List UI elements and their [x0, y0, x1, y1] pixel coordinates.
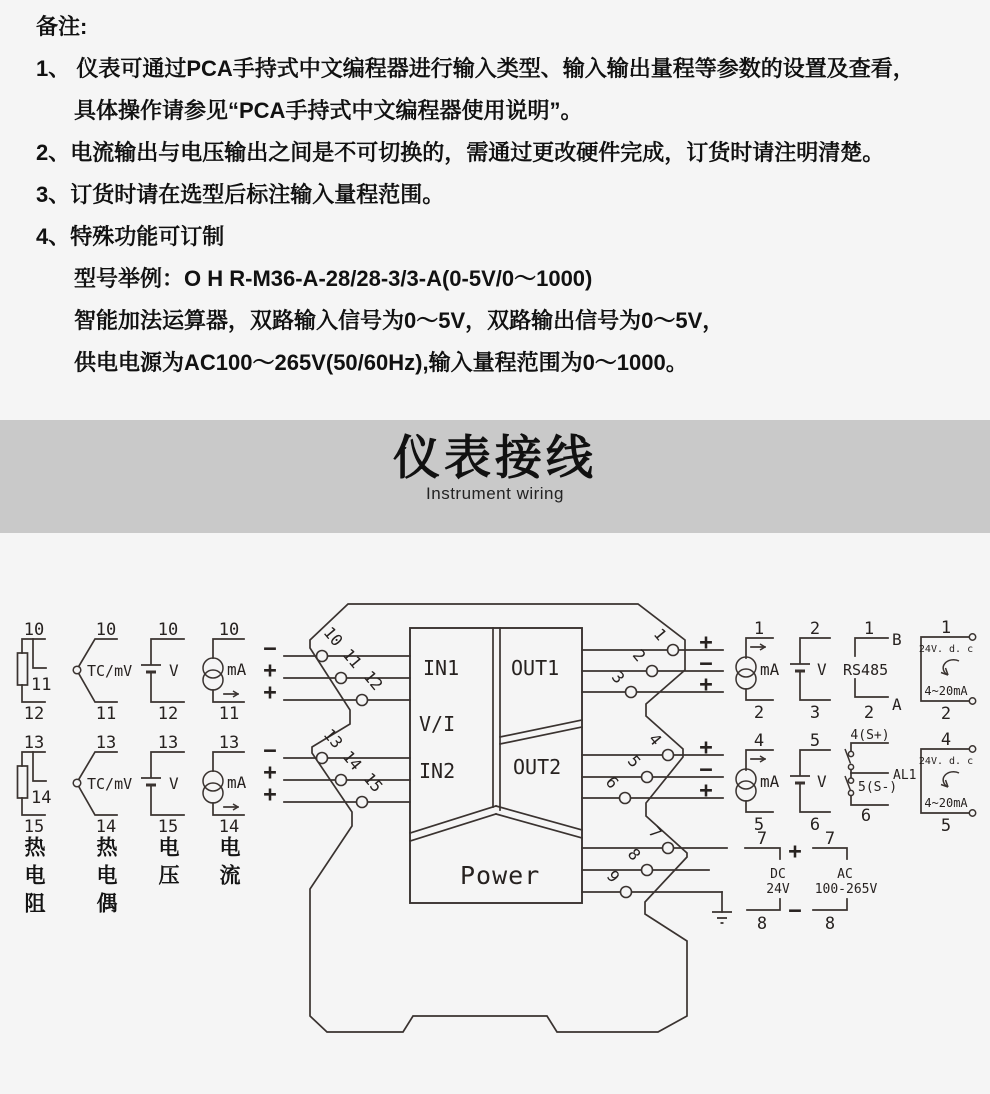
svg-text:RS485: RS485: [843, 661, 889, 679]
out2-symbol-loop: [919, 730, 976, 836]
svg-text:2: 2: [940, 704, 952, 724]
svg-text:6: 6: [860, 806, 872, 826]
input-label-current: 电流: [217, 836, 240, 892]
svg-text:AL1: AL1: [893, 768, 917, 783]
svg-text:+: +: [699, 672, 713, 698]
note-line-4: 4、特殊功能可订制: [36, 224, 225, 249]
svg-text:1: 1: [649, 624, 671, 645]
input-label-rtd: 热电阻: [22, 836, 45, 920]
svg-text:7: 7: [756, 829, 768, 849]
note-line-4a: 型号举例：O H R-M36-A-28/28-3/3-A(0-5V/0～1000): [74, 266, 593, 291]
out1-symbol-ma: [736, 619, 780, 723]
out2-symbol-ma: [736, 731, 780, 835]
svg-text:−: −: [263, 738, 277, 764]
power-dc-bracket: [745, 829, 790, 934]
svg-text:8: 8: [623, 844, 645, 865]
svg-text:mA: mA: [760, 660, 780, 679]
note-line-2: 2、电流输出与电压输出之间是不可切换的，需通过更改硬件完成，订货时请注明清楚。: [36, 140, 885, 165]
svg-text:B: B: [892, 630, 902, 649]
svg-text:24V. d. c: 24V. d. c: [918, 756, 974, 767]
svg-text:2: 2: [809, 619, 821, 639]
svg-text:1: 1: [753, 619, 765, 639]
svg-text:4~20mA: 4~20mA: [924, 796, 968, 810]
svg-text:mA: mA: [227, 773, 247, 792]
svg-text:8: 8: [756, 914, 768, 934]
svg-text:4~20mA: 4~20mA: [924, 684, 968, 698]
svg-text:5: 5: [940, 816, 952, 836]
svg-text:V: V: [169, 661, 179, 680]
out2-symbol-al1: [845, 728, 916, 826]
svg-text:12: 12: [359, 666, 387, 694]
out2-symbol-v: [790, 731, 830, 835]
svg-text:4(S+): 4(S+): [850, 728, 890, 743]
svg-text:13: 13: [23, 733, 45, 753]
device-outline: [310, 604, 687, 1032]
svg-text:10: 10: [95, 620, 117, 640]
svg-text:−: −: [699, 757, 713, 783]
svg-text:15: 15: [359, 768, 387, 796]
note-line-1b: 具体操作请参见“PCA手持式中文编程器使用说明”。: [74, 98, 583, 123]
svg-text:13: 13: [218, 733, 240, 753]
svg-text:5: 5: [753, 815, 765, 835]
svg-text:3: 3: [607, 667, 629, 688]
svg-text:A: A: [892, 695, 902, 714]
svg-text:13: 13: [157, 733, 179, 753]
svg-text:4: 4: [753, 731, 765, 751]
svg-text:11: 11: [218, 704, 240, 724]
label-out2: OUT2: [513, 755, 562, 779]
note-line-1: 1、 仪表可通过PCA手持式中文编程器进行输入类型、输入输出量程等参数的设置及查看，: [36, 56, 915, 81]
svg-text:14: 14: [95, 817, 117, 837]
input-label-thermocouple: 热电偶: [94, 836, 117, 920]
svg-text:+: +: [263, 782, 277, 808]
out1-symbol-v: [790, 619, 830, 723]
svg-text:−: −: [699, 651, 713, 677]
svg-text:2: 2: [753, 703, 765, 723]
svg-text:11: 11: [31, 675, 52, 695]
input-label-voltage: 电压: [156, 836, 179, 892]
svg-text:+: +: [788, 839, 802, 865]
svg-text:TC/mV: TC/mV: [87, 775, 133, 793]
svg-text:TC/mV: TC/mV: [87, 662, 133, 680]
svg-text:2: 2: [628, 645, 650, 666]
svg-text:−: −: [788, 898, 802, 924]
svg-text:9: 9: [602, 866, 624, 887]
banner-subtitle: Instrument wiring: [426, 483, 564, 503]
svg-text:+: +: [699, 630, 713, 656]
label-in2: IN2: [419, 759, 456, 783]
svg-text:+: +: [699, 735, 713, 761]
svg-text:100-265V: 100-265V: [814, 882, 878, 897]
notes-title: 备注:: [36, 14, 88, 39]
ground-icon: [712, 892, 732, 923]
note-line-4c: 供电电源为AC100～265V(50/60Hz),输入量程范围为0～1000。: [74, 350, 688, 375]
input-symbol-voltage: [141, 620, 184, 837]
svg-text:10: 10: [319, 622, 347, 650]
svg-text:15: 15: [23, 817, 45, 837]
svg-text:2: 2: [863, 703, 875, 723]
svg-text:12: 12: [157, 704, 179, 724]
svg-text:15: 15: [157, 817, 179, 837]
device-inner-box: [410, 628, 582, 903]
svg-text:11: 11: [338, 644, 366, 672]
power-ac-bracket: [813, 829, 877, 934]
svg-text:10: 10: [157, 620, 179, 640]
note-line-3: 3、订货时请在选型后标注输入量程范围。: [36, 182, 445, 207]
svg-text:10: 10: [218, 620, 240, 640]
label-in1: IN1: [423, 656, 460, 680]
svg-text:+: +: [263, 680, 277, 706]
out1-symbol-rs485: [843, 619, 902, 723]
notes-section: [36, 6, 970, 384]
svg-text:1: 1: [863, 619, 875, 639]
svg-text:14: 14: [338, 746, 366, 774]
svg-text:V: V: [169, 774, 179, 793]
svg-text:14: 14: [31, 788, 52, 808]
svg-text:5: 5: [809, 731, 821, 751]
out1-symbol-loop: [919, 618, 976, 724]
svg-text:4: 4: [940, 730, 952, 750]
svg-text:+: +: [263, 658, 277, 684]
svg-text:3: 3: [809, 703, 821, 723]
input-symbol-rtd: [18, 620, 52, 837]
svg-text:−: −: [263, 636, 277, 662]
svg-text:7: 7: [644, 822, 666, 843]
svg-text:14: 14: [218, 817, 240, 837]
svg-text:7: 7: [824, 829, 836, 849]
label-vi: V/I: [419, 712, 456, 736]
svg-text:V: V: [817, 660, 827, 679]
svg-text:DC: DC: [770, 867, 786, 882]
svg-text:13: 13: [95, 733, 117, 753]
svg-text:mA: mA: [760, 772, 780, 791]
svg-text:V: V: [817, 772, 827, 791]
svg-text:10: 10: [23, 620, 45, 640]
section-banner: [0, 420, 990, 533]
label-power: Power: [460, 861, 541, 890]
wiring-svg: [0, 545, 990, 1094]
svg-text:1: 1: [940, 618, 952, 638]
wiring-diagram: [0, 545, 990, 1094]
label-out1: OUT1: [511, 656, 560, 680]
input-symbol-current: [203, 620, 247, 837]
svg-text:mA: mA: [227, 660, 247, 679]
svg-text:5: 5: [623, 751, 645, 772]
note-line-4b: 智能加法运算器，双路输入信号为0～5V，双路输出信号为0～5V，: [74, 308, 725, 333]
svg-text:+: +: [263, 760, 277, 786]
svg-text:5(S-): 5(S-): [858, 780, 898, 795]
svg-text:24V. d. c: 24V. d. c: [918, 644, 974, 655]
banner-title: 仪表接线: [393, 431, 597, 484]
svg-text:4: 4: [644, 729, 666, 750]
svg-text:11: 11: [95, 704, 117, 724]
svg-text:6: 6: [809, 815, 821, 835]
svg-text:8: 8: [824, 914, 836, 934]
svg-text:24V: 24V: [766, 882, 790, 897]
svg-text:AC: AC: [837, 867, 853, 882]
svg-text:+: +: [699, 778, 713, 804]
svg-text:6: 6: [601, 772, 623, 793]
input-symbol-thermocouple: [73, 620, 132, 837]
svg-text:13: 13: [319, 724, 347, 752]
svg-text:12: 12: [23, 704, 45, 724]
power-polarity: [788, 840, 801, 924]
